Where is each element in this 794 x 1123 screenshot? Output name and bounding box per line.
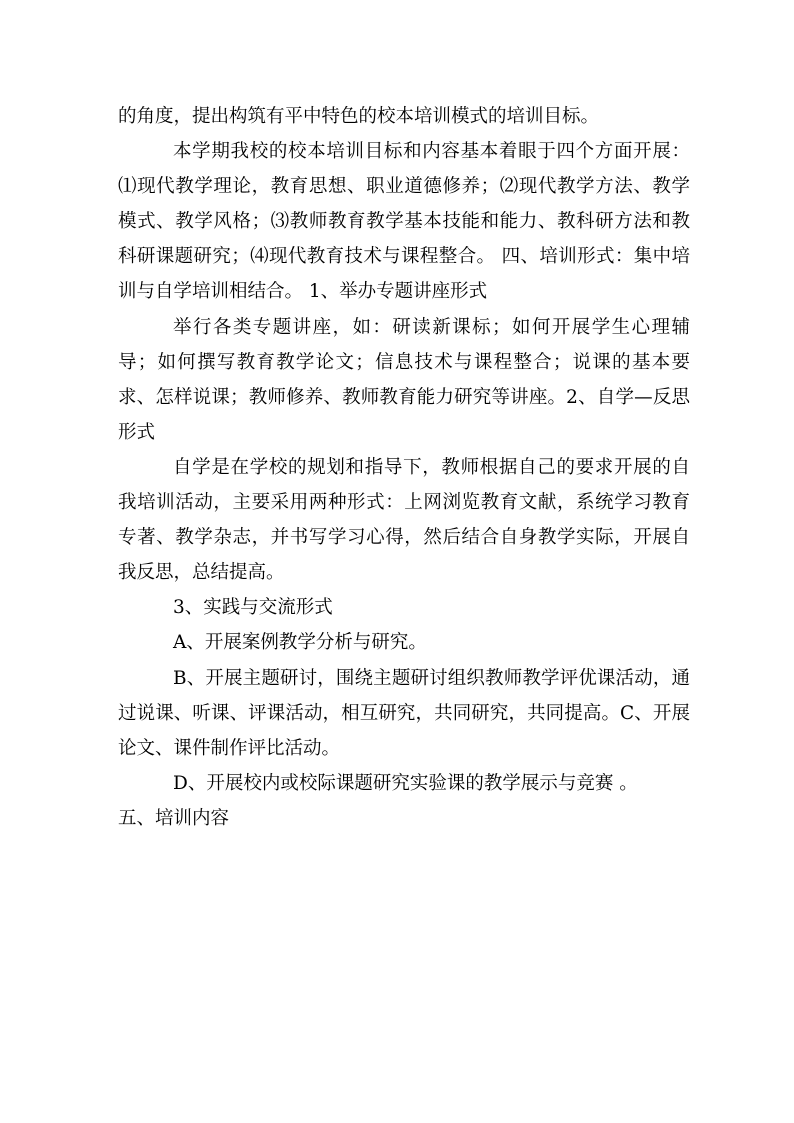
paragraph-training-goals: 本学期我校的校本培训目标和内容基本着眼于四个方面开展：⑴现代教学理论，教育思想、职业道德修养；⑵现代教学方法、教学模式、教学风格；⑶教师教育教学基本技能和能力、教科研方法和教科研课题研究；⑷现代教育技术与课程整合。 四、培训形式：集中培训与自学培训相结合。 1、举办专题讲座形式 <box>118 141 690 303</box>
paragraph-self-study: 自学是在学校的规划和指导下，教师根据自己的要求开展的自我培训活动，主要采用两种形式：上网浏览教育文献，系统学习教育专著、教学杂志，并书写学习心得，然后结合自身教学实际，开展自我反思，总结提高。 <box>118 456 690 584</box>
paragraph-practice-heading: 3、实践与交流形式 <box>173 597 333 619</box>
section-heading-training-content: 五、培训内容 <box>118 807 230 829</box>
paragraph-intro-line: 的角度，提出构筑有平中特色的校本培训模式的培训目标。 <box>118 106 600 127</box>
paragraph-item-a: A、开展案例教学分析与研究。 <box>173 632 427 654</box>
document-body <box>118 99 690 836</box>
paragraph-item-b: B、开展主题研讨，围绕主题研讨组织教师教学评优课活动，通过说课、听课、评课活动，相互研究，共同研究，共同提高。C、开展论文、课件制作评比活动。 <box>118 667 690 759</box>
paragraph-item-d: D、开展校内或校际课题研究实验课的教学展示与竞赛 。 <box>173 772 638 794</box>
paragraph-lectures: 举行各类专题讲座，如：研读新课标；如何开展学生心理辅导；如何撰写教育教学论文；信息技术与课程整合；说课的基本要求、怎样说课；教师修养、教师教育能力研究等讲座。2、自学—反思形式 <box>118 316 690 443</box>
